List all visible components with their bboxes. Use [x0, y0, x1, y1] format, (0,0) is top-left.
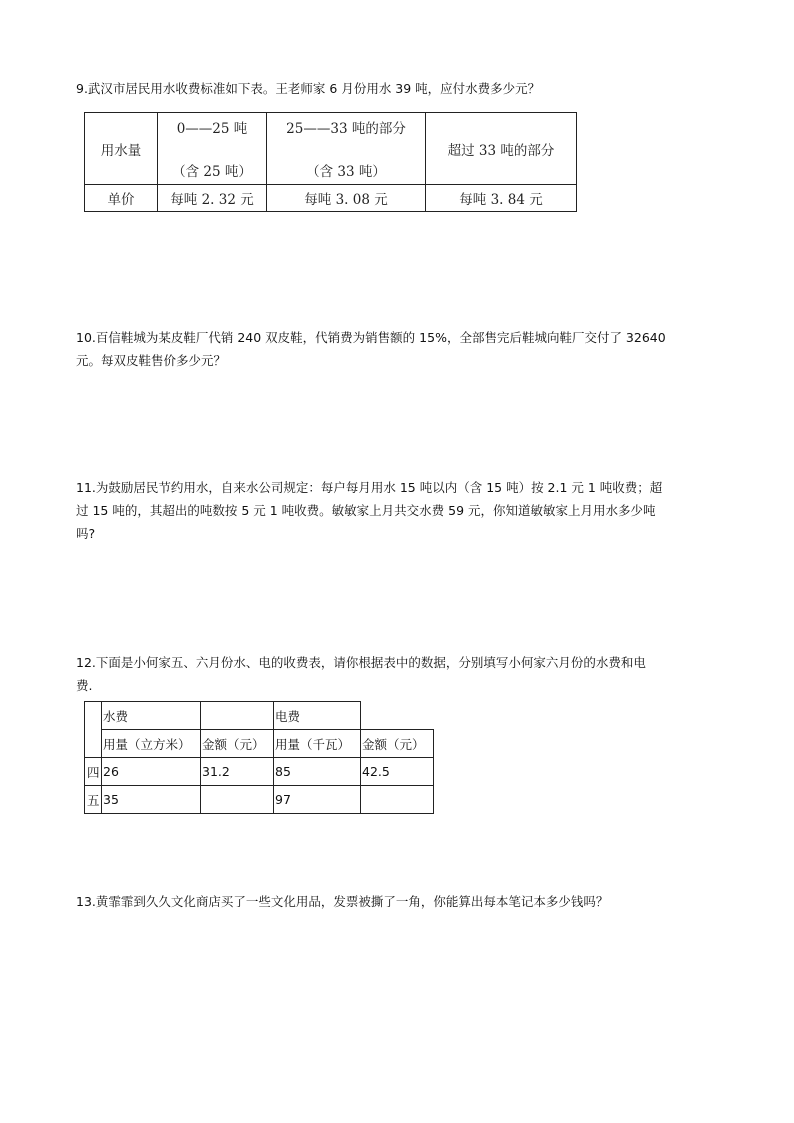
water-price-table — [84, 112, 577, 212]
utility-fee-table — [84, 701, 434, 814]
question-9-text: 9.武汉市居民用水收费标准如下表。王老师家 6 月份用水 39 吨，应付水费多少元？ — [76, 81, 541, 96]
elec-usage-header: 用量（千瓦） — [274, 730, 361, 758]
question-11-line2: 过 15 吨的，其超出的吨数按 5 元 1 吨收费。敏敏家上月共交水费 59 元，你知道敏敏家上月用水多少吨 — [76, 503, 656, 518]
corner-cell — [85, 702, 102, 758]
april-water-usage: 26 — [102, 758, 201, 786]
unit-price-label: 单价 — [85, 185, 158, 212]
row-april-label: 四 — [85, 758, 102, 786]
tier2-note: （含 33 吨） — [306, 164, 386, 180]
question-11-line3: 吗? — [76, 526, 96, 541]
question-10-text — [76, 326, 716, 372]
may-elec-usage: 97 — [274, 786, 361, 814]
question-12-line1: 12.下面是小何家五、六月份水、电的收费表，请你根据表中的数据，分别填写小何家六月份的水费和电 — [76, 655, 646, 670]
question-12-line2: 费. — [76, 678, 93, 693]
water-header-span — [201, 702, 274, 730]
row-may-label: 五 — [85, 786, 102, 814]
tier1-cell — [158, 113, 267, 185]
header-empty — [361, 702, 434, 730]
water-usage-header: 用量（立方米） — [102, 730, 201, 758]
april-water-amount: 31.2 — [201, 758, 274, 786]
question-13-text: 13.黄霏霏到久久文化商店买了一些文化用品，发票被撕了一角，你能算出每本笔记本多少钱吗？ — [76, 894, 609, 909]
tier1-range: 0——25 吨 — [176, 121, 248, 137]
water-amount-header: 金额（元） — [201, 730, 274, 758]
may-water-usage: 35 — [102, 786, 201, 814]
question-10-line2: 元。每双皮鞋售价多少元？ — [76, 353, 227, 368]
tier3-price: 每吨 3. 84 元 — [426, 185, 577, 212]
tier2-cell — [267, 113, 426, 185]
tier1-note: （含 25 吨） — [172, 164, 252, 180]
tier1-price: 每吨 2. 32 元 — [158, 185, 267, 212]
question-10-line1: 10.百信鞋城为某皮鞋厂代销 240 双皮鞋，代销费为销售额的 15%，全部售完后鞋城向鞋厂交付了 32640 — [76, 330, 666, 345]
tier2-range: 25——33 吨的部分 — [286, 121, 406, 137]
question-11-line1: 11.为鼓励居民节约用水，自来水公司规定：每户每月用水 15 吨以内（含 15 吨）按 2.1 元 1 吨收费；超 — [76, 480, 663, 495]
question-12-text — [76, 651, 716, 697]
april-elec-amount: 42.5 — [361, 758, 434, 786]
electric-header: 电费 — [274, 702, 361, 730]
water-header: 水费 — [102, 702, 201, 730]
water-usage-label: 用水量 — [85, 113, 158, 185]
elec-amount-header: 金额（元） — [361, 730, 434, 758]
may-water-amount[interactable] — [201, 786, 274, 814]
may-elec-amount[interactable] — [361, 786, 434, 814]
tier3-cell: 超过 33 吨的部分 — [426, 113, 577, 185]
april-elec-usage: 85 — [274, 758, 361, 786]
question-11-text — [76, 476, 716, 545]
tier2-price: 每吨 3. 08 元 — [267, 185, 426, 212]
